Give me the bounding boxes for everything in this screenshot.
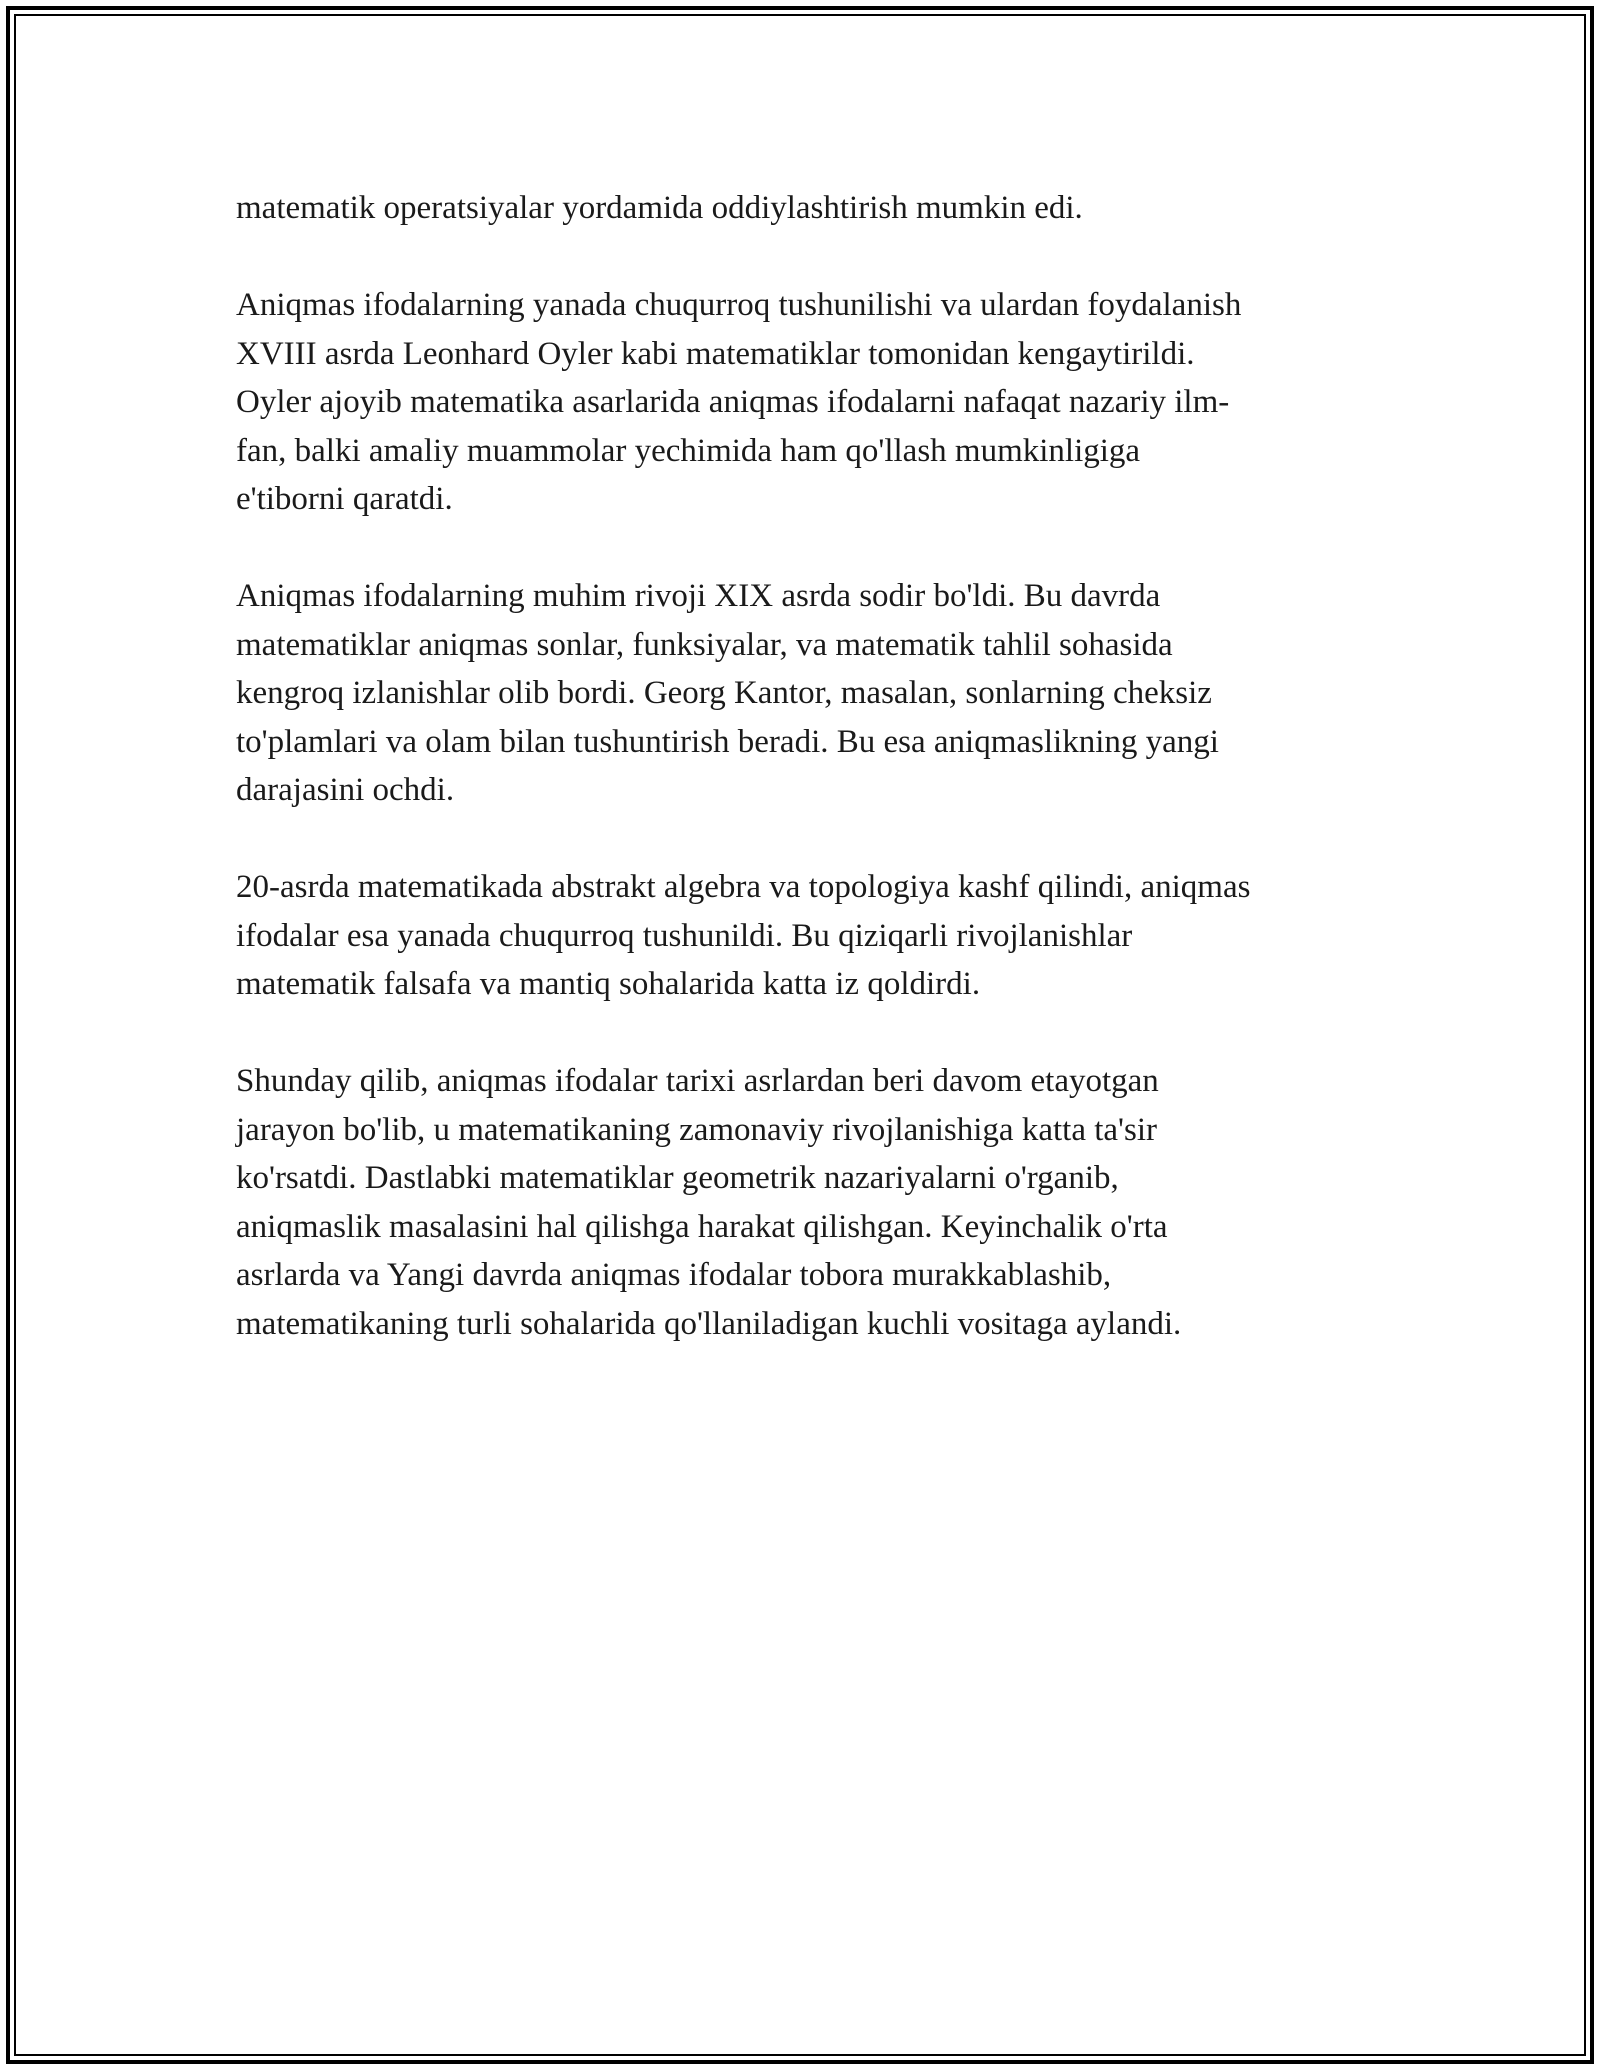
document-body <box>236 184 1376 1397</box>
paragraph-2: Aniqmas ifodalarning yanada chuqurroq tushunilishi va ulardan foydalanish XVIII asrda Leonhard Oyler kabi matematiklar tomonidan kengaytirildi. Oyler ajoyib matematika asarlarida aniqmas ifodalarni nafaqat nazariy ilm- fan, balki amaliy muammolar yechimida ham qo'llash mumkinligiga e'tiborni qaratdi. <box>236 287 1242 517</box>
paragraph-5: Shunday qilib, aniqmas ifodalar tarixi asrlardan beri davom etayotgan jarayon bo'lib, u matematikaning zamonaviy rivojlanishiga katta ta'sir ko'rsatdi. Dastlabki matematiklar geometrik nazariyalarni o'rganib, aniqmaslik masalasini hal qilishga harakat qilishgan. Keyinchalik o'rta asrlarda va Yangi davrda aniqmas ifodalar tobora murakkablashib, matematikaning turli sohalarida qo'llaniladigan kuchli vositaga aylandi. <box>236 1063 1182 1342</box>
paragraph-4: 20-asrda matematikada abstrakt algebra va topologiya kashf qilindi, aniqmas ifodalar esa yanada chuqurroq tushunildi. Bu qiziqarli rivojlanishlar matematik falsafa va mantiq sohalarida katta iz qoldirdi. <box>236 869 1251 1002</box>
paragraph-3: Aniqmas ifodalarning muhim rivoji XIX asrda sodir bo'ldi. Bu davrda matematiklar aniqmas sonlar, funksiyalar, va matematik tahlil sohasida kengroq izlanishlar olib bordi. Georg Kantor, masalan, sonlarning cheksiz to'plamlari va olam bilan tushuntirish beradi. Bu esa aniqmaslikning yangi darajasini ochdi. <box>236 578 1219 808</box>
paragraph-1: matematik operatsiyalar yordamida oddiylashtirish mumkin edi. <box>236 190 1083 226</box>
